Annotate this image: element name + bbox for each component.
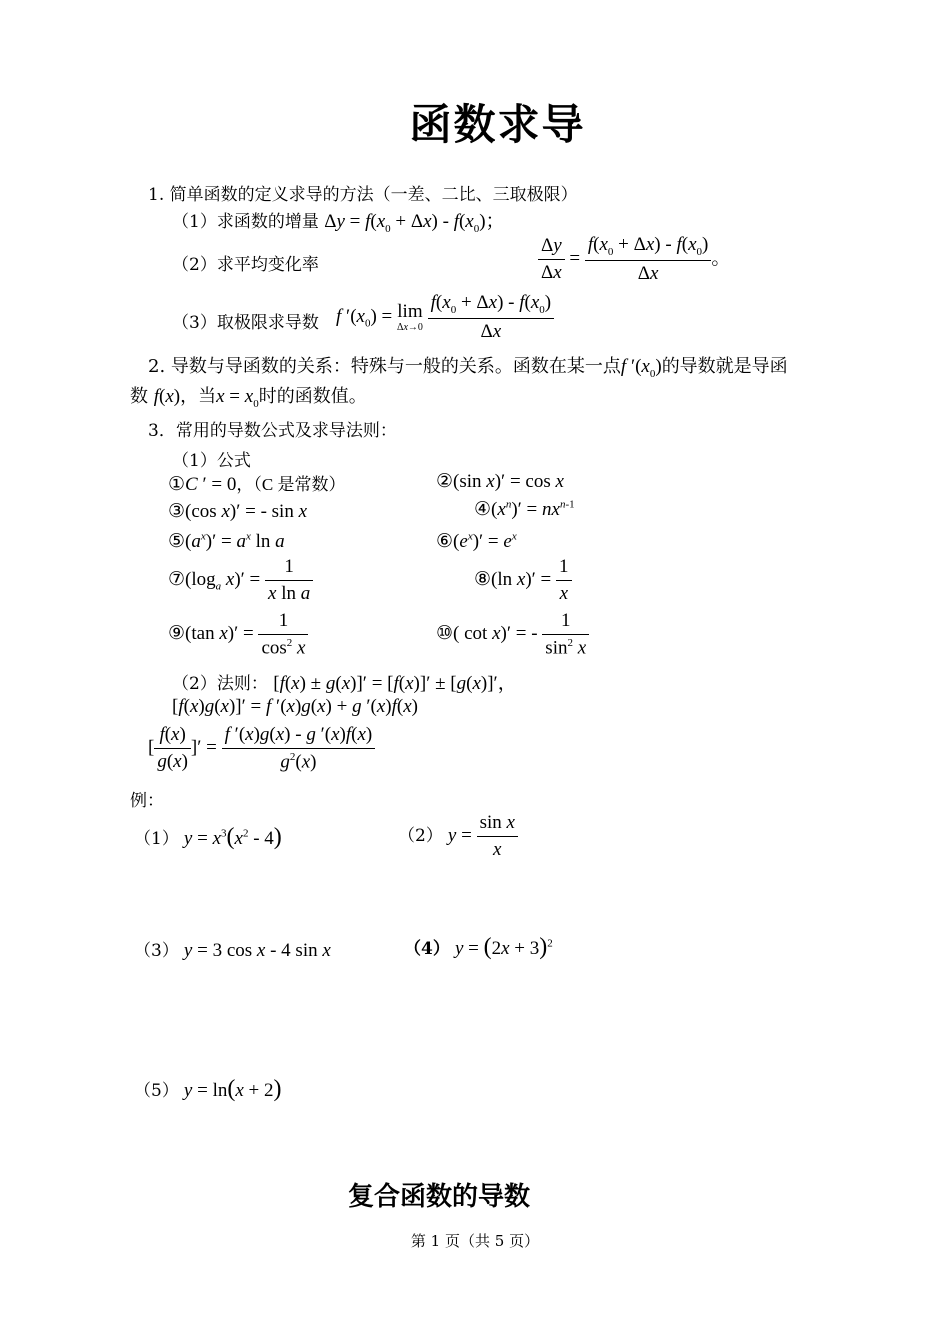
section2-line2-mid: ，当 <box>180 386 217 407</box>
lim-operator: lim Δx→0 <box>397 300 423 333</box>
product-rule: [f(x)g(x)]′ = f ′(x)g(x) + g ′(x)f(x) <box>172 696 418 717</box>
formulas-label: （1）公式 <box>172 451 251 471</box>
example-2-formula: y = $\frac{\text{sin x}}{x}$ <box>448 825 518 846</box>
formula-7: $⑦(\log_a$ x)′ = $\frac{1}{\text{x ln a}}$ <box>168 556 313 605</box>
formula-2: ②(sin x)′ = cos x <box>436 471 564 492</box>
example-1 <box>134 824 282 851</box>
example-4-formula: $y = (2x + 3)^2$ <box>454 934 553 960</box>
example-3 <box>134 936 331 962</box>
example-5-number: （5） <box>134 1081 179 1101</box>
section2-line2 <box>130 382 367 410</box>
section2-line2-head: 数 <box>130 386 148 407</box>
step3-label: （3）取极限求导数 <box>172 313 319 333</box>
formula-1: ①C ′ = 0，（C 是常数） <box>168 474 346 495</box>
average-rate-formula: $\frac{\Delta y}{\Delta x}$ = $\frac{f(x_0 + \Delta x) - f(x_0)}{\Delta x}$ 。 <box>538 234 730 285</box>
formula-1-note: ，（C 是常数） <box>236 475 346 494</box>
section-title-composite: 复合函数的导数 <box>348 1182 531 1212</box>
section3-heading: 3．常用的导数公式及求导法则： <box>148 421 397 441</box>
section2-line1-tail: 的导数就是导函 <box>661 356 788 377</box>
page-title: 函数求导 <box>409 100 586 149</box>
rules-label: （2）法则： <box>172 674 268 694</box>
limit-fraction: $\frac{f(x_0 + \Delta x) - f(x_0)}{\Delta x}$ <box>428 292 554 343</box>
formula-6: $⑥(e^x)' = e^x$ <box>436 530 517 552</box>
example-1-number: （1） <box>134 829 179 849</box>
example-3-number: （3） <box>134 941 179 961</box>
section2-line1-text: 2. 导数与导函数的关系：特殊与一般的关系。函数在某一点 <box>148 356 621 377</box>
formula-9: ⑨(tan x)′ = $\frac{1}{\cos^2 x}$ <box>168 610 308 659</box>
step1-label: （1）求函数的增量 <box>172 212 319 232</box>
formula-4: $④(x^n)' = nx^{n-1}$ <box>474 498 575 520</box>
formula-8: ⑧(ln x)′ = $\frac{1}{x}$ <box>474 556 572 605</box>
section2-line1 <box>148 352 788 380</box>
page-footer: 第 1 页（共 5 页） <box>410 1232 540 1250</box>
formula-10: ⑩( cot x)′ = - $\frac{1}{\sin^2 x}$ <box>436 610 589 659</box>
quotient-rule: [ $\frac{f(x)}{g(x)}$ ]′ = $\frac{f '(x)g(x) - g '(x)f(x)}{g^2(x)}$ <box>148 724 375 773</box>
formula-5: $⑤(a^x)' = a^x$ ln a <box>168 530 285 552</box>
f-of-x: f(x) <box>153 386 181 407</box>
rules-row-1 <box>172 668 517 695</box>
step2-label: （2）求平均变化率 <box>172 255 319 275</box>
step1-row <box>172 206 505 235</box>
section1-heading: 1. 简单函数的定义求导的方法（一差、二比、三取极限） <box>148 185 578 205</box>
section2-line2-tail: 时的函数值。 <box>258 386 367 407</box>
example-4 <box>404 934 553 961</box>
example-2-number: （2） <box>398 825 443 846</box>
increment-formula: $\Delta y = f(x_0 + \Delta x) - f(x_0)$； <box>324 211 505 235</box>
difference-quotient-fraction: $\frac{f(x_0 + \Delta x) - f(x_0)}{\Delta x}$ <box>585 234 711 285</box>
formula-3: ③(cos x)′ = - sin x <box>168 501 308 522</box>
dy-dx-fraction: $\frac{\Delta y}{\Delta x}$ <box>538 235 565 284</box>
example-1-formula: $y = x^3(x^2 - 4)$ <box>183 824 282 850</box>
examples-label: 例： <box>130 791 164 811</box>
f-prime-x0: f $'(x_0)$ <box>620 356 662 380</box>
x-equals-x0: $x = x_0$ <box>216 386 259 410</box>
sum-rule: [f(x) ± g(x)]′ = [f(x)]′ ± [g(x)]′， <box>273 673 517 694</box>
limit-formula: f $'(x_0)$ = lim Δx→0 $\frac{f(x_0 + \Delta x) - f(x_0)}{\Delta x}$ <box>336 292 554 343</box>
example-3-formula: y = 3 cos x - 4 sin x <box>183 940 331 961</box>
example-5-formula: y = ln(x + 2) <box>183 1076 282 1102</box>
example-4-number: （4） <box>404 939 450 959</box>
example-5 <box>134 1076 282 1103</box>
example-2 <box>398 812 518 861</box>
